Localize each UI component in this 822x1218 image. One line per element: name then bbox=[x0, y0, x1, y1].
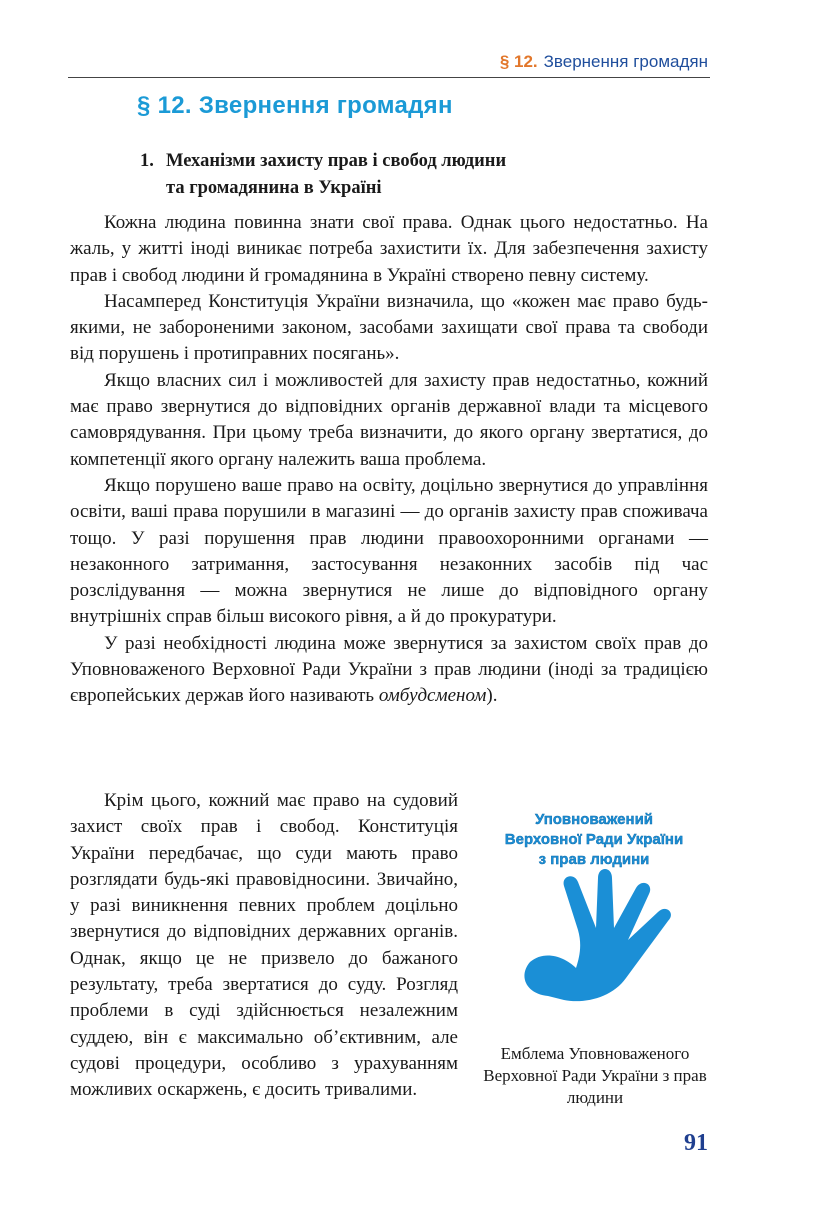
subheading-line-2: та громадянина в Україні bbox=[166, 178, 382, 198]
emblem-text-line-2: Верховної Ради України bbox=[504, 831, 684, 848]
running-head bbox=[68, 52, 708, 76]
section-subheading bbox=[140, 148, 506, 202]
ombudsman-term: омбудсменом bbox=[378, 685, 487, 707]
court-paragraph: Крім цього, кожний має право на судовий захист своїх прав і свобод. Конституція України передбачає, що суди мають право розглядати будь-які правовідносини. Звичайно, у разі виникнення певних проблем доцільно звернутися до відповідних державних органів. Однак, якщо це не призвело до бажаного результату, треба звертатися до суду. Розгляд проблеми в суді здійснюється незалежним суддею, він є максимально об’єктивним, але судові процедури, особливо з урахуванням можливих оскаржень, є досить тривалими. bbox=[70, 790, 458, 1101]
emblem-caption: Емблема Уповноваженого Верховної Ради України з прав людини bbox=[483, 1044, 707, 1107]
ombudsman-emblem bbox=[478, 800, 710, 1032]
emblem-text-line-3: з прав людини bbox=[538, 851, 650, 868]
ombudsman-paragraph-text: У разі необхідності людина може звернутися за захистом своїх прав до Уповноваженого Верховної Ради України з прав людини (іноді за традицією європейських держав його називають bbox=[70, 632, 708, 707]
running-head-section: § 12. bbox=[499, 52, 538, 71]
ombudsman-paragraph-closing: ). bbox=[486, 685, 498, 707]
subheading-line-1: Механізми захисту прав і свобод людини bbox=[166, 151, 507, 171]
subheading-number: 1. bbox=[140, 151, 154, 171]
court-text-column bbox=[70, 788, 458, 1104]
chapter-title: § 12. Звернення громадян bbox=[137, 92, 453, 119]
page-number: 91 bbox=[684, 1130, 708, 1156]
emblem-text-line-1: Уповноважений bbox=[534, 811, 654, 828]
main-body-text bbox=[70, 210, 708, 710]
ombudsman-paragraph bbox=[70, 631, 708, 710]
paragraph: Насамперед Конституція України визначила, що «кожен має право будь-якими, не забороненими законом, засобами захищати свої права та свободи від порушень і протиправних посягань». bbox=[70, 290, 708, 365]
paragraph: Якщо порушено ваше право на освіту, доцільно звернутися до управління освіти, ваші права порушили в магазині — до органів захисту прав споживача тощо. У разі порушення прав людини правоохоронними органами — незаконного затримання, застосування незаконних засобів під час розслідування — можна звернутися не лише до відповідного органу внутрішніх справ більш високого рівня, а й до прокуратури. bbox=[70, 474, 708, 628]
header-divider bbox=[68, 77, 710, 78]
running-head-title: Звернення громадян bbox=[543, 52, 708, 71]
paragraph: Якщо власних сил і можливостей для захисту прав недостатньо, кожний має право звернутися до відповідних органів державної влади та місцевого самоврядування. При цьому треба визначити, до якого органу звертатися, до компетенції якого органу належить ваша проблема. bbox=[70, 369, 708, 470]
hand-emblem-icon bbox=[524, 869, 671, 1001]
paragraph: Кожна людина повинна знати свої права. Однак цього недостатньо. На жаль, у житті іноді виникає потреба захистити їх. Для забезпечення захисту прав і свобод людини й громадянина в Україні створено певну систему. bbox=[70, 212, 708, 286]
